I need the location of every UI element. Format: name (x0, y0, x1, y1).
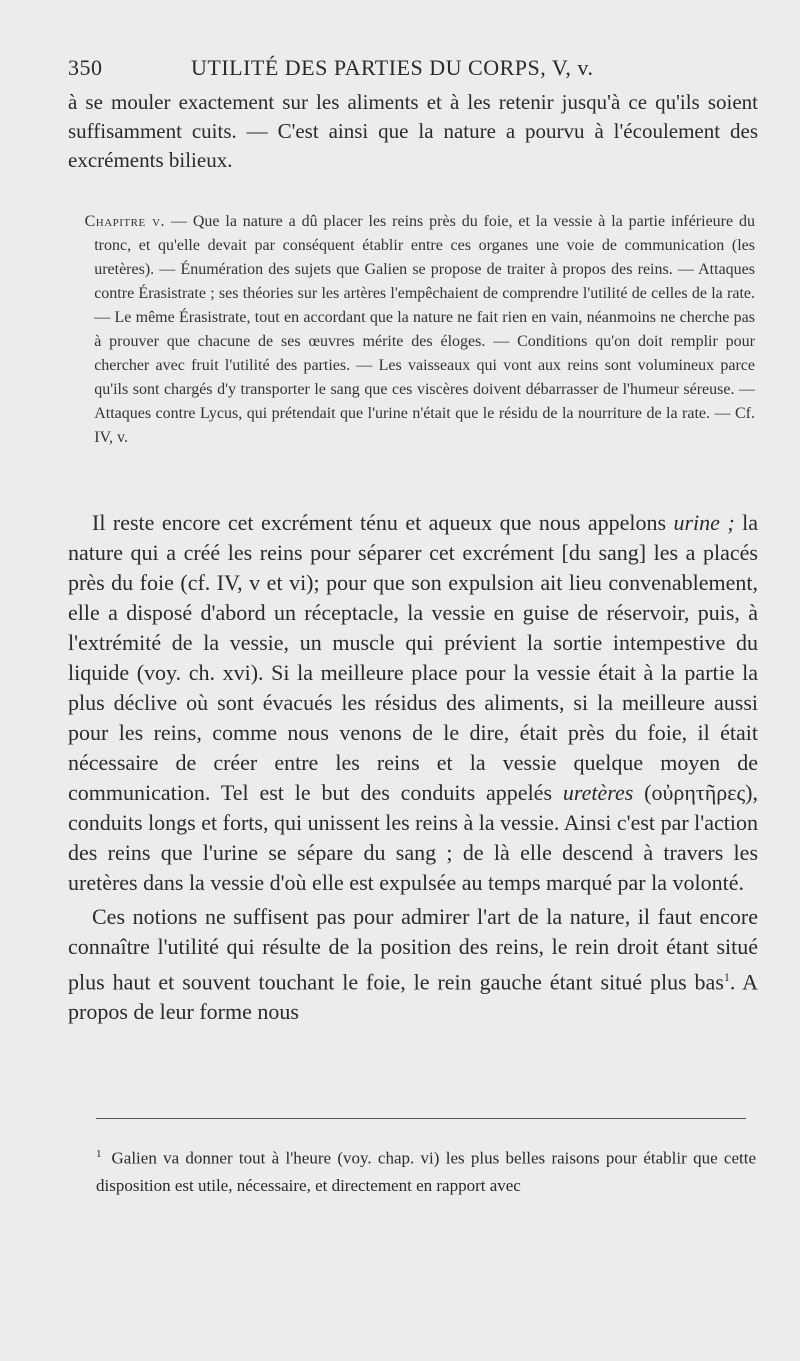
intro-paragraph: à se mouler exactement sur les aliments et à les retenir jusqu'à ce qu'ils soient suffisamment cuits. — C'est ainsi que la nature a pourvu à l'écoulement des excréments bilieux. (68, 90, 758, 172)
page-header (68, 55, 758, 85)
chapter-label: Chapitre v. (84, 213, 166, 230)
paragraph-2-part-b: . A propos de leur forme nous (68, 969, 758, 1025)
term-urine: urine ; (673, 510, 735, 535)
term-ureteres: uretères (562, 780, 634, 805)
paragraph-1-part-c: , conduits longs et forts, qui unissent les reins à la vessie. Ainsi c'est par l'action des reins que l'urine se sépare du sang ; de là elle descend à travers les uretères dans la vessie d'où elle est expulsée au temps marqué par la volonté. (68, 780, 758, 895)
paragraph-1 (68, 508, 758, 898)
page-number: 350 (68, 55, 103, 80)
paragraph-2 (68, 902, 758, 1027)
chapter-summary (75, 210, 755, 450)
footnote-divider (96, 1118, 746, 1119)
footnote-reference: 1 (723, 970, 730, 984)
footnote-text: Galien va donner tout à l'heure (voy. chap. vi) les plus belles raisons pour établir que cette disposition est utile, nécessaire, et directement en rapport avec (96, 1148, 756, 1195)
chapter-summary-text: — Que la nature a dû placer les reins près du foie, et la vessie à la partie inférieure du tronc, et qu'elle devait par conséquent établir entre ces organes une voie de communication (les uretères). — Énumération des sujets que Galien se propose de traiter à propos des reins. — Attaques contre Érasistrate ; ses théories sur les artères l'empêchaient de comprendre l'utilité de celles de la rate. — Le même Érasistrate, tout en accordant que la nature ne fait rien en vain, néanmoins ne cherche pas à prouver que chacune de ses œuvres mérite des éloges. — Conditions qu'on doit remplir pour chercher avec fruit l'utilité des parties. — Les vaisseaux qui vont aux reins sont volumineux parce qu'ils sont chargés d'y transporter le sang que ces viscères doivent débarrasser de l'humeur séreuse. — Attaques contre Lycus, qui prétendait que l'urine n'était que le résidu de la nourriture de la rate. — Cf. IV, v. (94, 213, 755, 446)
paragraph-1-part-b: la nature qui a créé les reins pour séparer cet excrément [du sang] les a placés près du foie (cf. IV, v et vi); pour que son expulsion ait lieu convenablement, elle a disposé d'abord un réceptacle, la vessie en guise de réservoir, puis, à l'extrémité de la vessie, un muscle qui prévient la sortie intempestive du liquide (voy. ch. xvi). Si la meilleure place pour la vessie était à la partie la plus déclive où sont évacués les résidus des aliments, si la meilleure aussi pour les reins, comme nous venons de le dire, était près du foie, il était nécessaire de créer entre les reins et la vessie quelque moyen de communication. Tel est le but des conduits appelés (68, 510, 758, 805)
greek-term: (οὐρητῆρες) (633, 780, 753, 805)
main-text (68, 508, 758, 1027)
footnote (96, 1141, 756, 1199)
footnote-mark: 1 (96, 1148, 102, 1160)
running-title: UTILITÉ DES PARTIES DU CORPS, V, v. (191, 55, 594, 80)
paragraph-1-part-a: Il reste encore cet excrément ténu et aqueux que nous appelons (92, 510, 674, 535)
paragraph-2-part-a: Ces notions ne suffisent pas pour admirer l'art de la nature, il faut encore connaître l'utilité qui résulte de la position des reins, le rein droit étant situé plus haut et souvent touchant le foie, le rein gauche étant situé plus bas (68, 904, 758, 995)
